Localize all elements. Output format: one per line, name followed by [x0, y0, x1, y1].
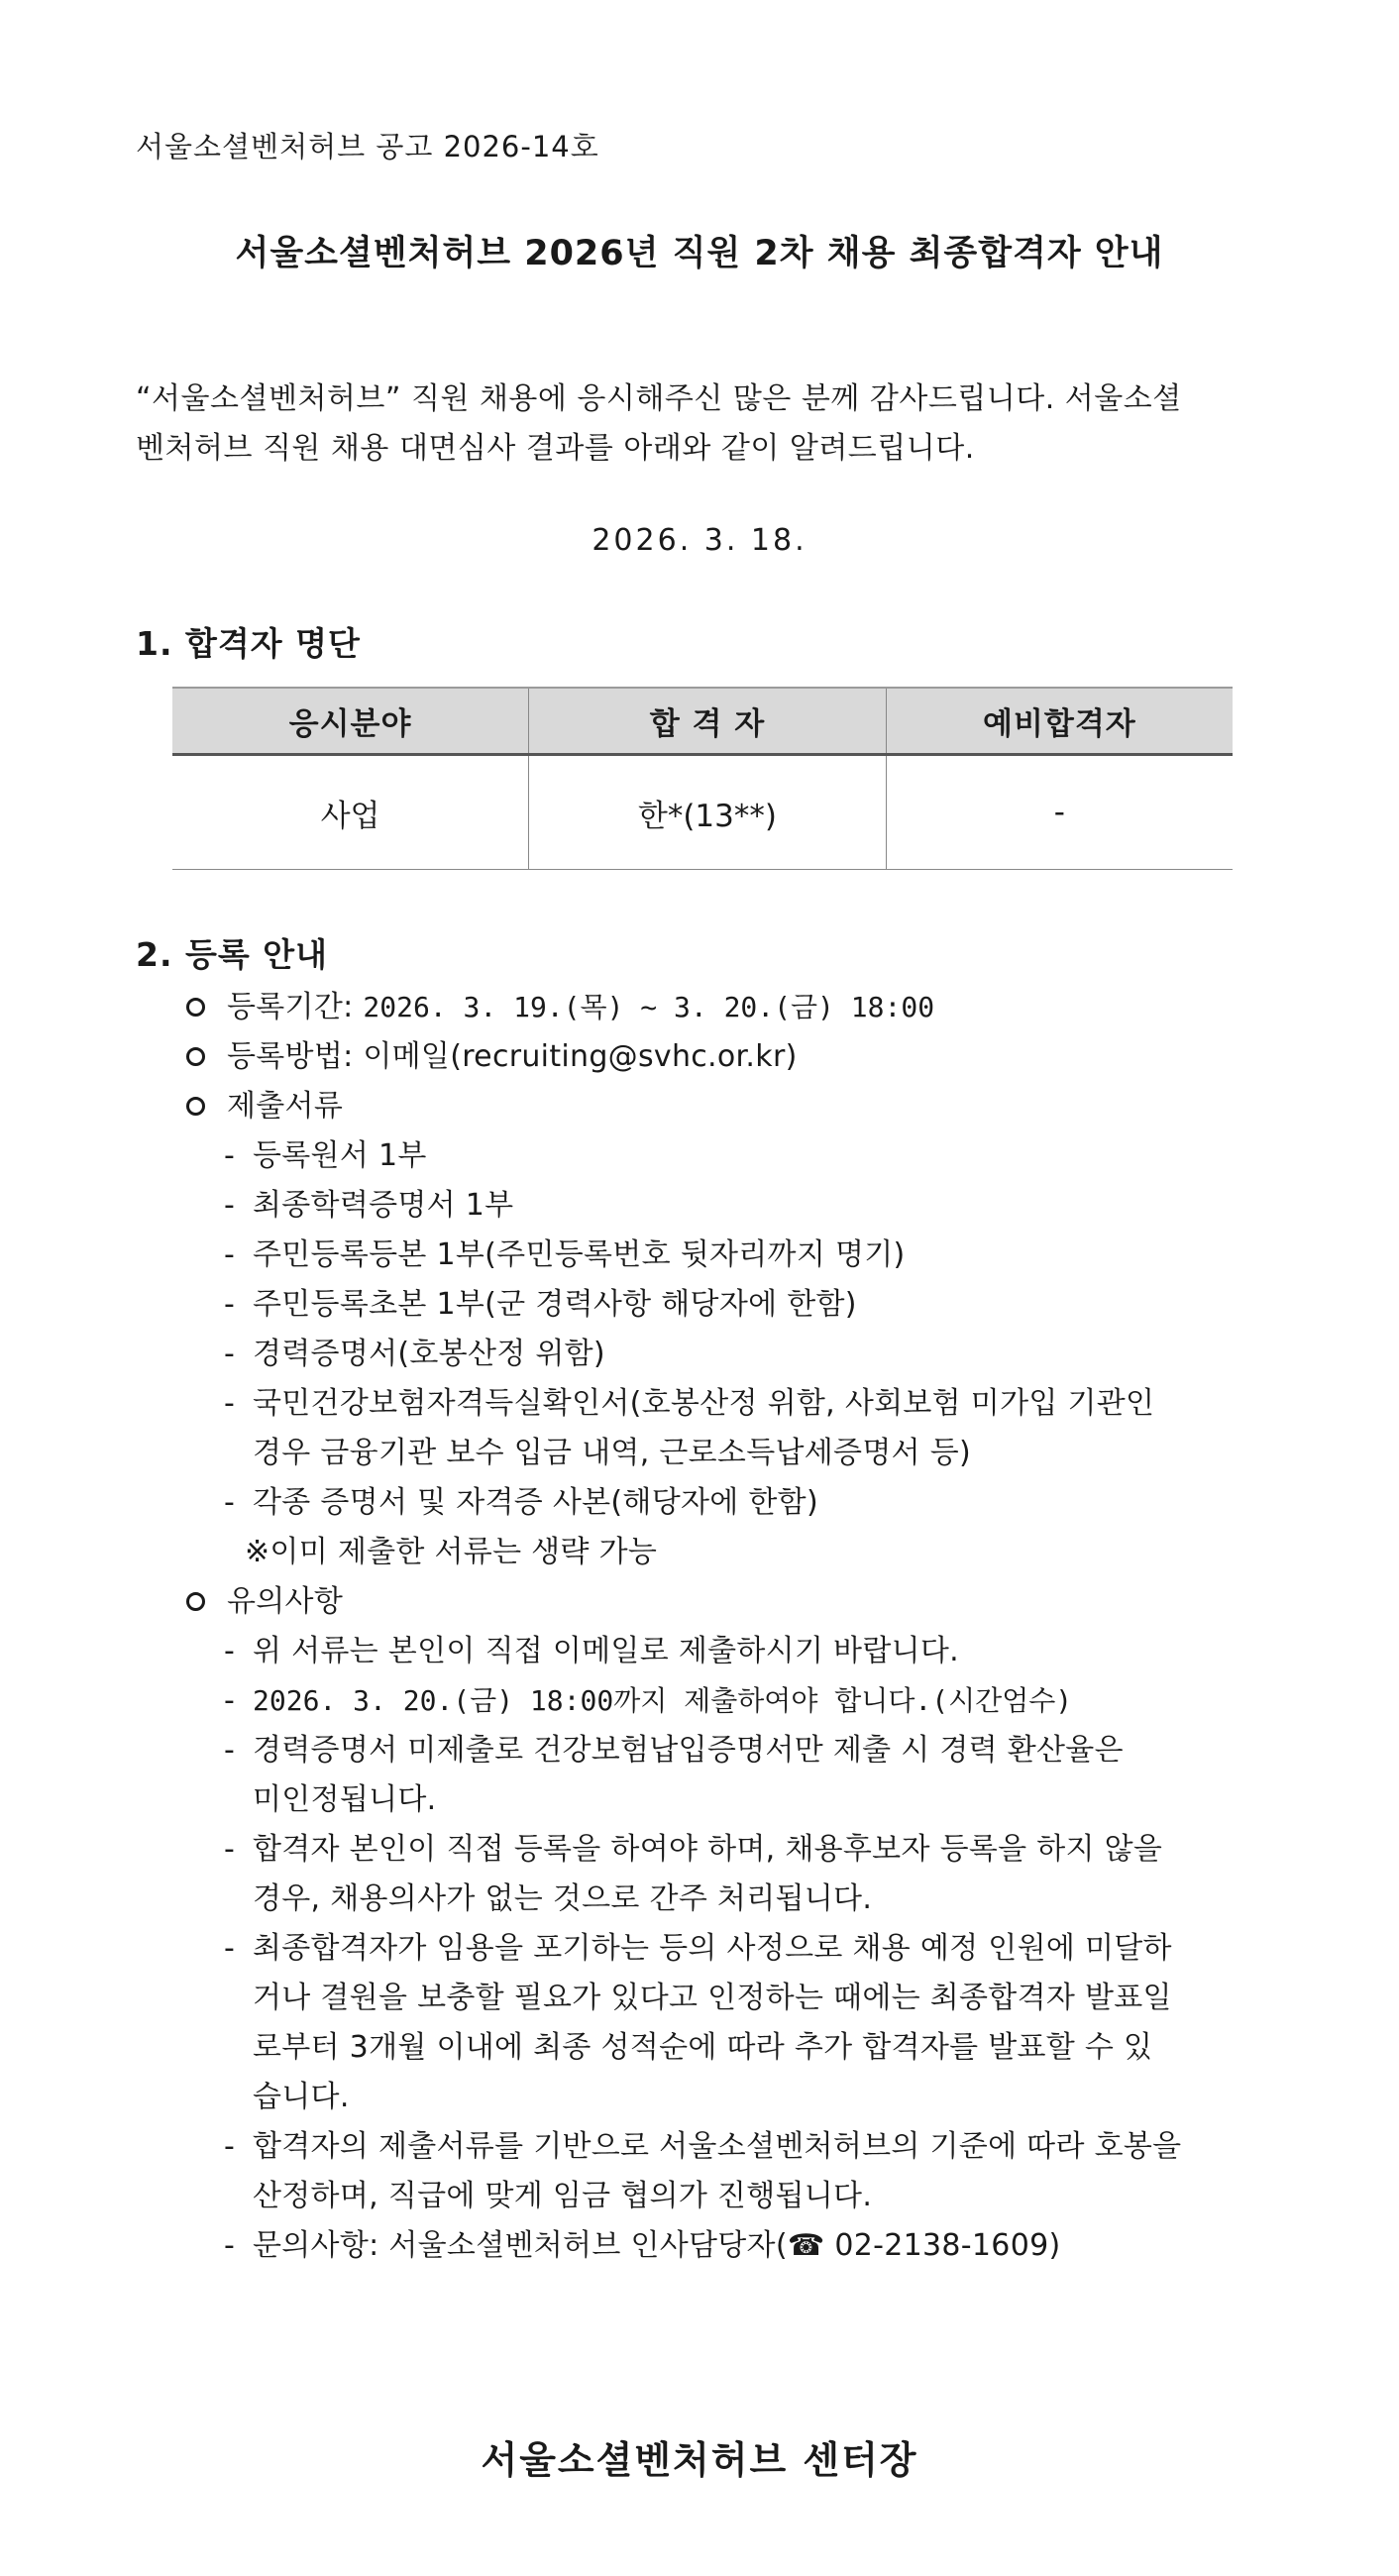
list-item: - 2026. 3. 20.(금) 18:00까지 제출하여야 합니다.(시간엄수)	[224, 1683, 1073, 1718]
table-header-row	[172, 688, 1233, 755]
cell-reserve: -	[886, 755, 1233, 870]
method-text: 등록방법: 이메일(recruiting@svhc.or.kr)	[227, 1039, 798, 1074]
bullet-registration-method	[136, 1032, 1285, 1082]
section-title-results: 1. 합격자 명단	[136, 624, 361, 663]
documents-note: ※이미 제출한 서류는 생략 가능	[245, 1535, 658, 1569]
registration-info	[136, 983, 1285, 2271]
signature: 서울소셜벤처허브 센터장	[481, 2438, 918, 2482]
list-item: - 최종합격자가 임용을 포기하는 등의 사정으로 채용 예정 인원에 미달하 거나 결원을 보충할 필요가 있다고 인정하는 때에는 최종합격자 발표일 로부터 3개월 이내에 최종 성적순에 따라 추가 합격자를 발표할 수 있 습니다.	[224, 1931, 1172, 2114]
notice-number: 서울소셜벤처허브 공고 2026-14호	[136, 130, 599, 163]
cell-field: 사업	[172, 755, 529, 870]
list-item: - 최종학력증명서 1부	[224, 1188, 514, 1223]
circle-bullet-icon	[186, 1097, 205, 1116]
cell-passed: 한*(13**)	[529, 755, 887, 870]
list-item: - 주민등록등본 1부(주민등록번호 뒷자리까지 명기)	[224, 1237, 906, 1272]
intro-paragraph	[136, 375, 1265, 474]
bullet-documents	[136, 1082, 1285, 1131]
column-header-reserve: 예비합격자	[886, 688, 1233, 755]
document-title: 서울소셜벤처허브 2026년 직원 2차 채용 최종합격자 안내	[235, 234, 1164, 273]
intro-line: 벤처허브 직원 채용 대면심사 결과를 아래와 같이 알려드립니다.	[136, 431, 975, 466]
results-table	[172, 687, 1233, 870]
circle-bullet-icon	[186, 1592, 205, 1611]
circle-bullet-icon	[186, 1047, 205, 1066]
list-item: - 경력증명서 미제출로 건강보험납입증명서만 제출 시 경력 환산율은 미인정됩니다.	[224, 1733, 1124, 1817]
list-item: - 국민건강보험자격득실확인서(호봉산정 위함, 사회보험 미가입 기관인 경우 금융기관 보수 입금 내역, 근로소득납세증명서 등)	[224, 1386, 1155, 1470]
announcement-date: 2026. 3. 18.	[592, 523, 807, 558]
circle-bullet-icon	[186, 998, 205, 1017]
list-item: - 경력증명서(호봉산정 위함)	[224, 1337, 605, 1371]
column-header-passed: 합 격 자	[529, 688, 887, 755]
period-value: 2026. 3. 19.(목) ~ 3. 20.(금) 18:00	[363, 991, 935, 1023]
bullet-notes	[136, 1577, 1285, 1627]
list-item: - 각종 증명서 및 자격증 사본(해당자에 한함)	[224, 1485, 818, 1520]
table-row	[172, 755, 1233, 870]
section-title-registration: 2. 등록 안내	[136, 935, 328, 974]
list-item: - 주민등록초본 1부(군 경력사항 해당자에 한함)	[224, 1287, 857, 1322]
list-item: - 위 서류는 본인이 직접 이메일로 제출하시기 바랍니다.	[224, 1634, 960, 1668]
bullet-registration-period	[136, 983, 1285, 1032]
period-label: 등록기간:	[227, 990, 364, 1024]
notes-title: 유의사항	[227, 1584, 344, 1619]
list-item: - 등록원서 1부	[224, 1138, 427, 1173]
list-item: - 합격자 본인이 직접 등록을 하여야 하며, 채용후보자 등록을 하지 않을 경우, 채용의사가 없는 것으로 간주 처리됩니다.	[224, 1832, 1163, 1916]
intro-line: “서울소셜벤처허브” 직원 채용에 응시해주신 많은 분께 감사드립니다. 서울소셜	[136, 381, 1182, 416]
list-item: - 합격자의 제출서류를 기반으로 서울소셜벤처허브의 기준에 따라 호봉을 산정하며, 직급에 맞게 임금 협의가 진행됩니다.	[224, 2129, 1182, 2213]
documents-title: 제출서류	[227, 1089, 344, 1124]
column-header-field: 응시분야	[172, 688, 529, 755]
list-item: - 문의사항: 서울소셜벤처허브 인사담당자(☎ 02-2138-1609)	[224, 2228, 1061, 2263]
